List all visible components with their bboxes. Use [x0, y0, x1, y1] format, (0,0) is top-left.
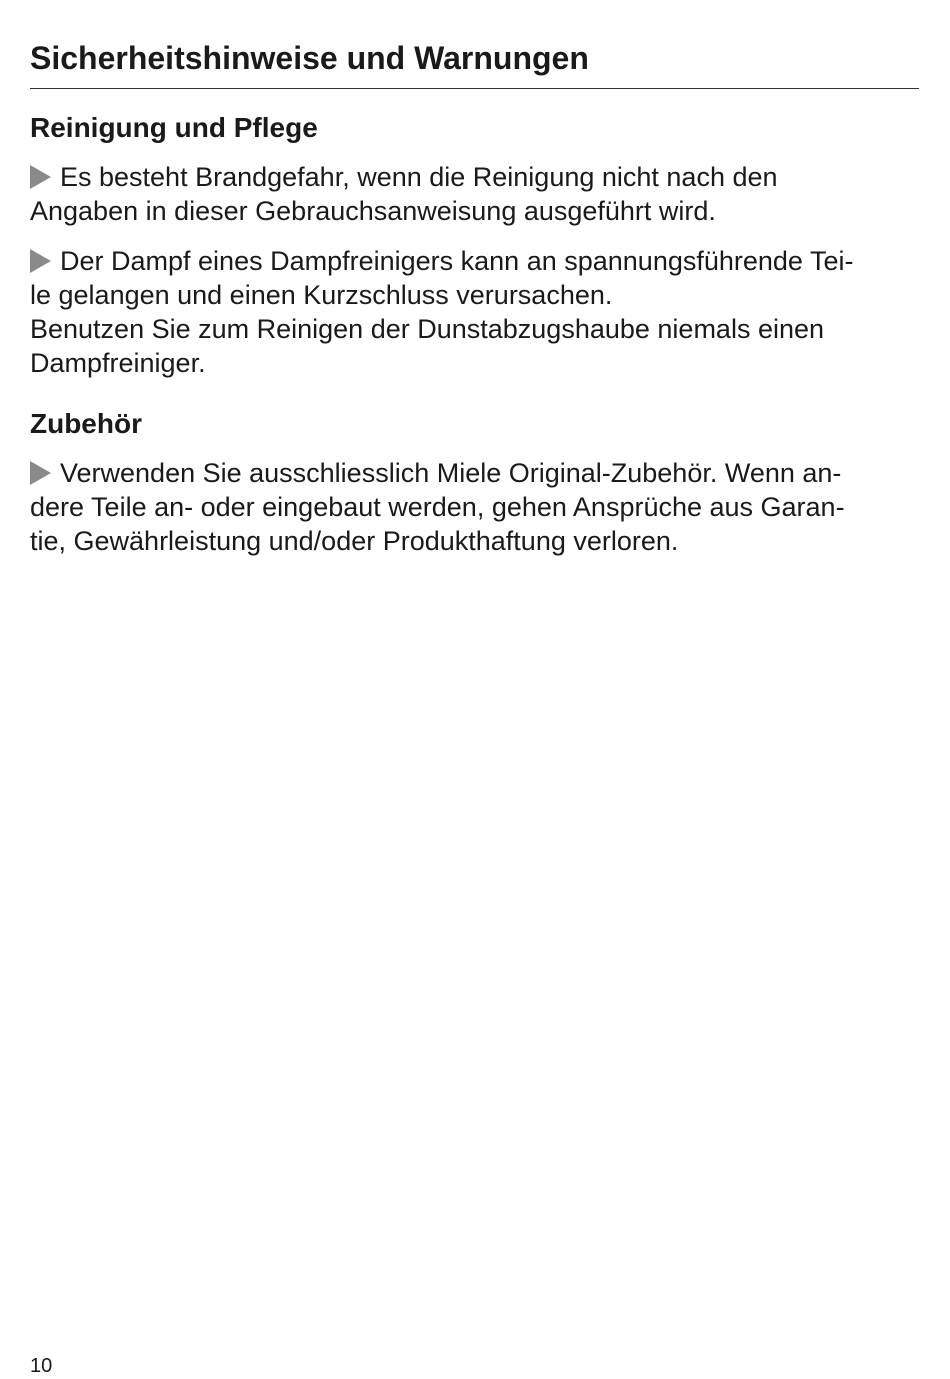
- warning-item: [30, 244, 910, 380]
- section-heading: Zubehör: [30, 408, 142, 439]
- page-content: [30, 108, 910, 574]
- warning-line: dere Teile an- oder eingebaut werden, gehen Ansprüche aus Garan-: [30, 492, 845, 522]
- warning-line: tie, Gewährleistung und/oder Produkthaftung verloren.: [30, 526, 679, 556]
- triangle-right-icon: [30, 461, 51, 485]
- warning-line: [30, 160, 910, 194]
- page-title: Sicherheitshinweise und Warnungen: [30, 34, 919, 89]
- warning-line: Dampfreiniger.: [30, 348, 206, 378]
- warning-item: [30, 456, 910, 558]
- section-heading: Reinigung und Pflege: [30, 112, 318, 143]
- section-zubehoer: [30, 404, 910, 558]
- triangle-right-icon: [30, 165, 51, 189]
- section-reinigung-und-pflege: [30, 108, 910, 380]
- warning-text: Verwenden Sie ausschliesslich Miele Original-Zubehör. Wenn an-: [60, 458, 842, 488]
- warning-line: le gelangen und einen Kurzschluss verursachen.: [30, 280, 613, 310]
- page-number: 10: [30, 1355, 53, 1377]
- warning-item: [30, 160, 910, 228]
- warning-line: [30, 244, 910, 278]
- warning-line: [30, 456, 910, 490]
- warning-text: Es besteht Brandgefahr, wenn die Reinigung nicht nach den: [60, 162, 778, 192]
- warning-line: Benutzen Sie zum Reinigen der Dunstabzugshaube niemals einen: [30, 314, 825, 344]
- page-header: [30, 34, 919, 89]
- warning-line: Angaben in dieser Gebrauchsanweisung ausgeführt wird.: [30, 196, 716, 226]
- triangle-right-icon: [30, 249, 51, 273]
- warning-text: Der Dampf eines Dampfreinigers kann an spannungsführende Tei-: [60, 246, 854, 276]
